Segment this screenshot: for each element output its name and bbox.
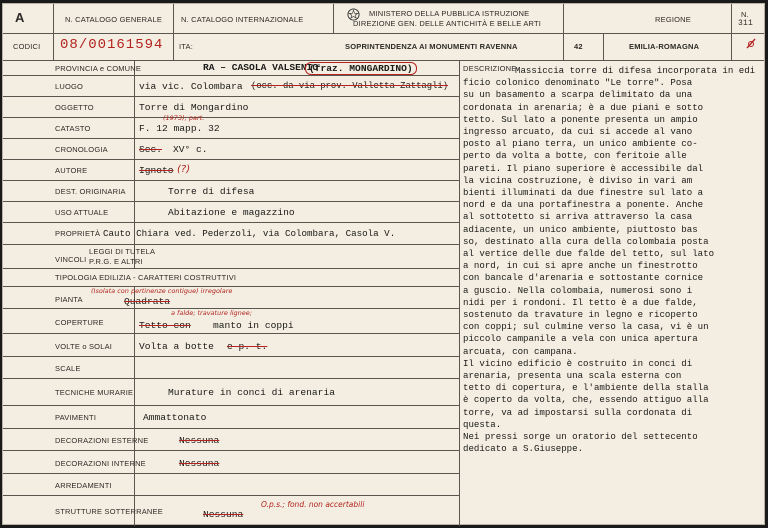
luogo-value: via vic. Colombara xyxy=(139,81,243,92)
desc-line: sostenuto da travature in legno e ricoperto xyxy=(463,309,698,321)
tecniche-value: Murature in conci di arenaria xyxy=(168,387,335,398)
desc-line: arenaria, presenta una scala esterna con xyxy=(463,370,682,382)
desc-line: Nei pressi sorge un oratorio del settecento xyxy=(463,431,698,443)
catasto-label: CATASTO xyxy=(55,124,91,133)
catalog-card xyxy=(2,3,765,525)
volte-label: VOLTE o SOLAI xyxy=(55,342,113,351)
desc-line: questa. xyxy=(463,418,502,430)
provincia-extra: (fraz. MONGARDINO) xyxy=(305,62,417,75)
soprintendenza: SOPRINTENDENZA AI MONUMENTI RAVENNA xyxy=(345,42,518,51)
n-label: N. xyxy=(741,10,749,19)
ita-label: ITA: xyxy=(179,42,193,51)
n-value: 311 xyxy=(738,19,754,28)
desc-line: al sottotetto si arriva attraverso la casa xyxy=(463,211,693,223)
descrizione-label: DESCRIZIONE xyxy=(463,64,517,73)
luogo-label: LUOGO xyxy=(55,82,84,91)
luogo-struck: (occ. da via prov. Valletta Zattagli) xyxy=(251,81,449,91)
desc-line: nord e da una portafinestra a ponente. Anche xyxy=(463,199,704,211)
regione-label: REGIONE xyxy=(655,15,691,24)
desc-line: al vertice delle due falde del tetto, sul lato xyxy=(463,248,715,260)
catalogo-internazionale-label: N. CATALOGO INTERNAZIONALE xyxy=(181,15,304,24)
desc-line: tetto di copertura, e l'ambiente della stalla xyxy=(463,382,709,394)
pianta-struck: Quadrata xyxy=(124,296,171,307)
uso-attuale-value: Abitazione e magazzino xyxy=(168,207,295,218)
strutture-annotation: O.p.s.; fond. non accertabili xyxy=(261,500,365,509)
arredamenti-label: ARREDAMENTI xyxy=(55,481,112,490)
desc-line: con coppi; sul culmine verso la casa, vi è un xyxy=(463,321,709,333)
ministry-line-2: DIREZIONE GEN. DELLE ANTICHITÀ E BELLE ARTI xyxy=(353,19,542,28)
volte-struck: e p. t. xyxy=(227,341,268,352)
ministry-line-1: MINISTERO DELLA PUBBLICA ISTRUZIONE xyxy=(369,9,530,18)
desc-line: ingresso arcuato, da cui si accede al vano xyxy=(463,126,693,138)
proprieta-value: Cauto Chiara ved. Pederzoli, via Colombara, Casola V. xyxy=(103,228,396,239)
desc-line: la vicina costruzione, è diviso in vari am xyxy=(463,174,693,186)
decorazioni-esterne-label: DECORAZIONI ESTERNE xyxy=(55,436,149,445)
desc-line: pareti. Il piano superiore è accessibile dal xyxy=(463,162,704,174)
strutture-struck: Nessuna xyxy=(203,509,244,520)
desc-line: cordonata in arenaria; è a due piani e sotto xyxy=(463,101,704,113)
provincia-value: RA – CASOLA VALSENIO xyxy=(203,62,319,73)
coperture-struck: Tetto con xyxy=(139,320,191,331)
desc-line: posto al piano terra, un unico ambiente co- xyxy=(463,138,698,150)
oggetto-label: OGGETTO xyxy=(55,103,94,112)
desc-line: è coperto da volta, che, essendo attiguo alla xyxy=(463,394,709,406)
tecniche-label: TECNICHE MURARIE xyxy=(55,388,134,397)
decorazioni-esterne-struck: Nessuna xyxy=(179,435,220,446)
desc-line: torre, va ad impostarsi sulla cordonata di xyxy=(463,406,693,418)
vincoli-line-1: LEGGI DI TUTELA xyxy=(89,247,156,256)
desc-line: perto da volta a botte, con feritoie alle xyxy=(463,150,687,162)
descrizione-text xyxy=(463,65,759,456)
catalogo-generale-label: N. CATALOGO GENERALE xyxy=(65,15,163,24)
autore-label: AUTORE xyxy=(55,166,88,175)
vincoli-label: VINCOLI xyxy=(55,255,87,264)
scale-label: SCALE xyxy=(55,364,81,373)
desc-line: tetto. Sul lato a ponente presenta un ampio xyxy=(463,113,698,125)
cronologia-label: CRONOLOGIA xyxy=(55,145,108,154)
vincoli-line-2: P.R.G. E ALTRI xyxy=(89,257,143,266)
strutture-label: STRUTTURE SOTTERRANEE xyxy=(55,507,163,516)
desc-line: Il vicino edificio è costruito in conci di xyxy=(463,357,693,369)
autore-annotation: (?) xyxy=(177,164,191,175)
decorazioni-interne-label: DECORAZIONI INTERNE xyxy=(55,459,146,468)
cronologia-value: XV° c. xyxy=(173,144,208,155)
desc-line: a nord, in cui si apre anche un finestrotto xyxy=(463,260,698,272)
pavimenti-value: Ammattonato xyxy=(143,412,207,423)
desc-line: bienti illuminati da due finestre sul lato a xyxy=(463,187,704,199)
cronologia-struck: Sec. xyxy=(139,144,163,155)
catasto-annotation: (1973); part. xyxy=(163,114,205,122)
autore-struck: Ignoto xyxy=(139,165,174,176)
oggetto-value: Torre di Mongardino xyxy=(139,102,249,113)
provincia-label: PROVINCIA e COMUNE xyxy=(55,64,142,73)
desc-line: arcuata, con campana. xyxy=(463,345,578,357)
dest-originaria-value: Torre di difesa xyxy=(168,186,255,197)
region-code: 42 xyxy=(574,42,583,51)
coperture-value: manto in coppi xyxy=(213,320,294,331)
desc-line: ficio colonico denominato "Le torre". Posa xyxy=(463,77,693,89)
pianta-label: PIANTA xyxy=(55,295,83,304)
desc-line: nidi per i rondoni. Il tetto è a due falde, xyxy=(463,296,698,308)
region-name: EMILIA-ROMAGNA xyxy=(629,42,700,51)
proprieta-label: PROPRIETÀ xyxy=(55,229,101,238)
catalog-number: 08/00161594 xyxy=(60,37,164,53)
pavimenti-label: PAVIMENTI xyxy=(55,413,97,422)
desc-line: so, destinato alla cura della colombaia posta xyxy=(463,235,709,247)
pianta-annotation: (Isolata con pertinenze contigue) irregolare xyxy=(91,287,233,295)
desc-line: su un basamento a scarpa delimitato da una xyxy=(463,89,693,101)
coperture-annotation: a falde; travature lignee; xyxy=(171,309,252,317)
coperture-label: COPERTURE xyxy=(55,318,104,327)
dest-originaria-label: DEST. ORIGINARIA xyxy=(55,187,126,196)
desc-line: Massiccia torre di difesa incorporata in edi xyxy=(515,65,756,76)
desc-line: con bancale d'arenaria e sottostante cornice xyxy=(463,272,704,284)
desc-line: a guscio. Nella colombaia, numerosi sono i xyxy=(463,284,693,296)
desc-line: piccolo campanile a vela con unica apertura xyxy=(463,333,698,345)
desc-line: adiacente, un unico ambiente, piuttosto bas xyxy=(463,223,698,235)
card-letter: A xyxy=(15,10,25,25)
codici-label: CODICI xyxy=(13,42,41,51)
decorazioni-interne-struck: Nessuna xyxy=(179,458,220,469)
catasto-value: F. 12 mapp. 32 xyxy=(139,123,220,134)
uso-attuale-label: USO ATTUALE xyxy=(55,208,109,217)
desc-line: dedicato a S.Giuseppe. xyxy=(463,443,584,455)
volte-value: Volta a botte xyxy=(139,341,214,352)
tipologia-label: TIPOLOGIA EDILIZIA - CARATTERI COSTRUTTIVI xyxy=(55,273,237,282)
red-checkmark-icon xyxy=(745,37,757,56)
